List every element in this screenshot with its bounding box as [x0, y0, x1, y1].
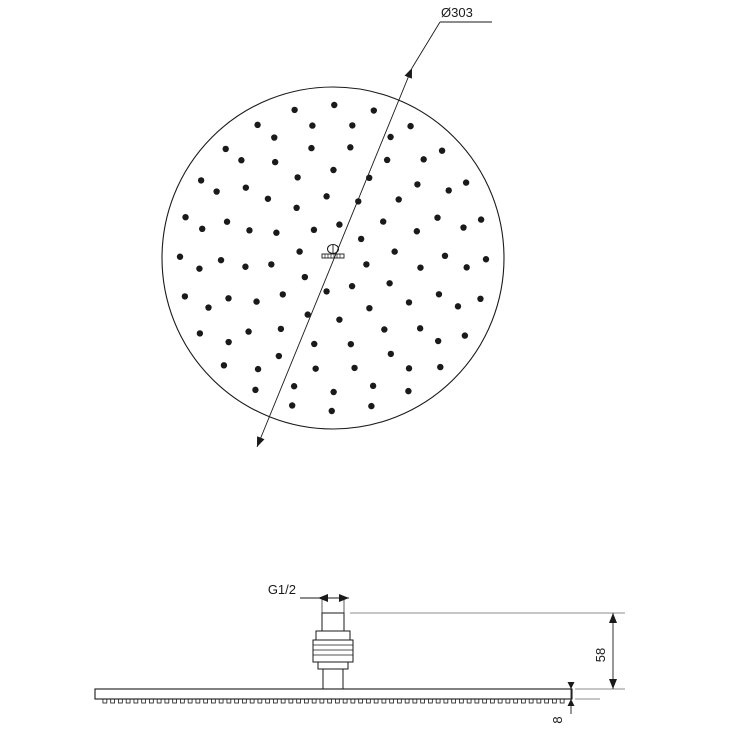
- nozzle-tooth: [219, 699, 223, 703]
- nozzle-tooth: [142, 699, 146, 703]
- nozzle-dot: [380, 218, 386, 224]
- nozzle-tooth: [382, 699, 386, 703]
- nozzle-dot: [308, 145, 314, 151]
- nozzle-dot: [253, 298, 259, 304]
- nozzle-tooth: [320, 699, 324, 703]
- nozzle-tooth: [250, 699, 254, 703]
- nozzle-tooth: [545, 699, 549, 703]
- nozzle-tooth: [490, 699, 494, 703]
- nozzle-tooth: [196, 699, 200, 703]
- nozzle-dot: [391, 248, 397, 254]
- nozzle-dot: [462, 332, 468, 338]
- nozzle-dot: [198, 177, 204, 183]
- nozzle-tooth: [312, 699, 316, 703]
- nozzle-dot: [370, 383, 376, 389]
- nozzle-dot: [348, 341, 354, 347]
- nozzle-dot: [177, 254, 183, 260]
- nozzle-dot: [255, 366, 261, 372]
- nozzle-tooth: [405, 699, 409, 703]
- nozzle-tooth: [483, 699, 487, 703]
- nozzle-dot: [330, 389, 336, 395]
- nozzle-dot: [280, 291, 286, 297]
- nozzle-dot: [238, 157, 244, 163]
- nozzle-dot: [477, 296, 483, 302]
- nozzle-teeth-row: [103, 699, 564, 703]
- nozzle-tooth: [297, 699, 301, 703]
- nozzle-tooth: [149, 699, 153, 703]
- nozzle-tooth: [204, 699, 208, 703]
- nozzle-dot: [311, 227, 317, 233]
- nozzle-dot: [371, 107, 377, 113]
- nozzle-dot: [278, 326, 284, 332]
- nozzle-dot: [268, 261, 274, 267]
- nozzle-dot: [330, 167, 336, 173]
- nozzle-tooth: [436, 699, 440, 703]
- nozzle-dot: [224, 219, 230, 225]
- nozzle-tooth: [242, 699, 246, 703]
- nozzle-dot: [368, 403, 374, 409]
- nozzle-tooth: [413, 699, 417, 703]
- nozzle-dot: [254, 122, 260, 128]
- nozzle-tooth: [227, 699, 231, 703]
- nozzle-dot: [309, 122, 315, 128]
- nozzle-dot: [351, 365, 357, 371]
- nozzle-dot: [225, 295, 231, 301]
- nozzle-tooth: [552, 699, 556, 703]
- nozzle-tooth: [514, 699, 518, 703]
- nozzle-dot: [417, 325, 423, 331]
- nozzle-tooth: [359, 699, 363, 703]
- nozzle-tooth: [111, 699, 115, 703]
- nozzle-tooth: [343, 699, 347, 703]
- nozzle-dot: [273, 230, 279, 236]
- side-view-group: [95, 582, 625, 724]
- nozzle-tooth: [157, 699, 161, 703]
- nozzle-dot: [347, 144, 353, 150]
- inlet-connector: [313, 613, 353, 689]
- diameter-leader-line: [412, 22, 440, 68]
- nozzle-tooth: [103, 699, 107, 703]
- nozzle-dot: [414, 181, 420, 187]
- nozzle-dot: [446, 187, 452, 193]
- nozzle-dot: [276, 353, 282, 359]
- nozzle-tooth: [266, 699, 270, 703]
- thickness-arrow-bottom: [568, 699, 575, 706]
- nozzle-tooth: [281, 699, 285, 703]
- nozzle-dot: [265, 196, 271, 202]
- nozzle-dot: [387, 134, 393, 140]
- nozzle-dot: [460, 224, 466, 230]
- nozzle-tooth: [397, 699, 401, 703]
- nozzle-dot: [243, 184, 249, 190]
- nozzle-dot: [405, 388, 411, 394]
- thickness-arrow-top: [568, 682, 575, 689]
- nozzle-dot: [311, 341, 317, 347]
- nozzle-tooth: [173, 699, 177, 703]
- nozzle-tooth: [289, 699, 293, 703]
- nozzle-tooth: [211, 699, 215, 703]
- nozzle-tooth: [273, 699, 277, 703]
- nozzle-dot: [197, 330, 203, 336]
- nozzle-dot: [406, 365, 412, 371]
- nozzle-dot: [384, 157, 390, 163]
- top-view-group: [162, 5, 504, 447]
- nozzle-tooth: [537, 699, 541, 703]
- nozzle-dot: [349, 283, 355, 289]
- nozzle-tooth: [452, 699, 456, 703]
- nozzle-dot: [386, 280, 392, 286]
- nozzle-dot: [221, 362, 227, 368]
- nozzle-dot: [213, 188, 219, 194]
- nozzle-dot: [182, 214, 188, 220]
- nozzle-dot: [442, 253, 448, 259]
- nozzle-dot: [246, 227, 252, 233]
- nozzle-tooth: [335, 699, 339, 703]
- diameter-label: Ø303: [441, 5, 473, 20]
- nozzle-tooth: [467, 699, 471, 703]
- nozzle-dot: [329, 408, 335, 414]
- nozzle-dot: [331, 102, 337, 108]
- nozzle-dot: [272, 159, 278, 165]
- nozzle-dot: [478, 216, 484, 222]
- nozzle-dot: [366, 305, 372, 311]
- nozzle-tooth: [235, 699, 239, 703]
- nozzle-dot: [245, 328, 251, 334]
- nozzle-dot: [406, 299, 412, 305]
- thread-label: G1/2: [267, 582, 296, 597]
- nozzle-tooth: [506, 699, 510, 703]
- nozzle-dot: [336, 316, 342, 322]
- nozzle-dot: [291, 107, 297, 113]
- nozzle-dot: [323, 193, 329, 199]
- nozzle-dot: [225, 339, 231, 345]
- nozzle-dot: [242, 264, 248, 270]
- nozzle-dot: [294, 174, 300, 180]
- nozzle-dot: [349, 122, 355, 128]
- nozzle-tooth: [304, 699, 308, 703]
- nozzle-tooth: [366, 699, 370, 703]
- nozzle-dot: [437, 364, 443, 370]
- nozzle-tooth: [459, 699, 463, 703]
- nozzle-tooth: [390, 699, 394, 703]
- nozzle-tooth: [165, 699, 169, 703]
- nozzle-dot: [396, 196, 402, 202]
- nozzle-dot: [455, 303, 461, 309]
- nozzle-dot: [271, 134, 277, 140]
- nozzle-dot: [293, 205, 299, 211]
- nozzle-dot: [205, 304, 211, 310]
- nozzle-dot: [439, 148, 445, 154]
- nozzle-dot: [252, 387, 258, 393]
- nozzle-tooth: [560, 699, 564, 703]
- plate-side-profile: [95, 689, 572, 699]
- nozzle-dot: [436, 291, 442, 297]
- nozzle-tooth: [126, 699, 130, 703]
- nozzle-dot: [381, 326, 387, 332]
- nozzle-dot: [420, 156, 426, 162]
- nozzle-tooth: [521, 699, 525, 703]
- nozzle-dot: [289, 402, 295, 408]
- nozzle-dot: [414, 228, 420, 234]
- nozzle-dot: [182, 293, 188, 299]
- nozzle-dot: [358, 236, 364, 242]
- nozzle-tooth: [258, 699, 262, 703]
- nozzle-tooth: [118, 699, 122, 703]
- nozzle-dot: [417, 264, 423, 270]
- nozzle-dot: [291, 383, 297, 389]
- nozzle-dot: [388, 351, 394, 357]
- nozzle-tooth: [498, 699, 502, 703]
- nozzle-dot: [223, 146, 229, 152]
- nozzle-tooth: [328, 699, 332, 703]
- nozzle-tooth: [475, 699, 479, 703]
- nozzle-dot: [323, 288, 329, 294]
- nozzle-tooth: [180, 699, 184, 703]
- nozzle-dot: [302, 274, 308, 280]
- nozzle-dot: [199, 226, 205, 232]
- nozzle-dot: [296, 248, 302, 254]
- height-label: 58: [593, 647, 608, 663]
- thickness-label: 8: [550, 716, 565, 724]
- nozzle-tooth: [421, 699, 425, 703]
- nozzle-tooth: [134, 699, 138, 703]
- nozzle-dot: [336, 221, 342, 227]
- nozzle-tooth: [444, 699, 448, 703]
- nozzle-dot: [435, 338, 441, 344]
- nozzle-dot: [218, 257, 224, 263]
- nozzle-dot: [434, 214, 440, 220]
- nozzle-dot: [196, 265, 202, 271]
- nozzle-dot: [463, 264, 469, 270]
- nozzle-dot: [407, 123, 413, 129]
- nozzle-tooth: [428, 699, 432, 703]
- center-fitting-mark: [322, 245, 344, 259]
- nozzle-dot: [363, 261, 369, 267]
- nozzle-dot: [463, 179, 469, 185]
- nozzle-tooth: [374, 699, 378, 703]
- nozzle-dot: [483, 256, 489, 262]
- nozzle-dot: [312, 365, 318, 371]
- nozzle-tooth: [188, 699, 192, 703]
- nozzle-tooth: [351, 699, 355, 703]
- nozzle-tooth: [529, 699, 533, 703]
